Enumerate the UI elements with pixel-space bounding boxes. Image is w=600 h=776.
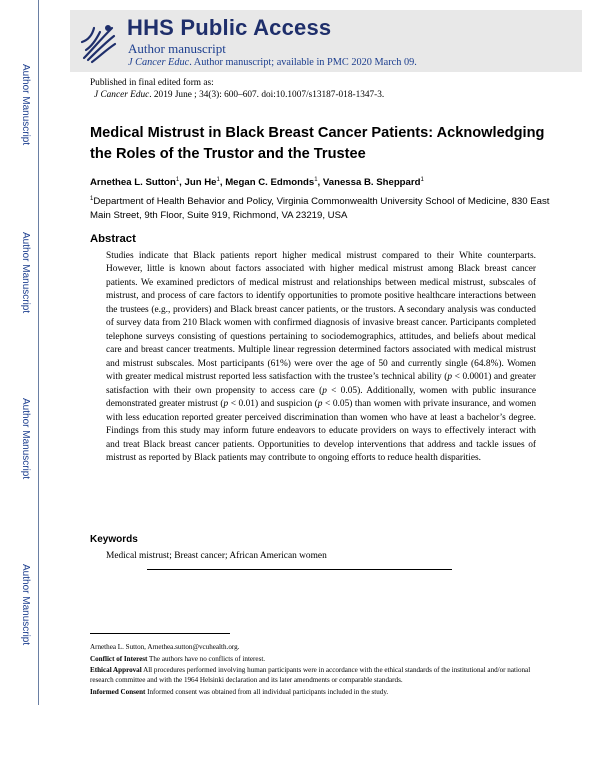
affiliation [90,193,560,222]
abstract-text: < 0.0001) and greater satisfaction with their own propensity to access care ( [106,372,536,396]
citation-line [90,89,384,101]
abstract-stat-symbol: p [317,399,323,410]
citation-text: . 2019 June ; 34(3): 600–607. doi:10.1007/s13187-018-1347-3. [149,90,385,100]
sidebar-label: Author Manuscript [20,64,31,146]
publication-note [90,77,384,101]
abstract-text: Studies indicate that Black patients report higher medical mistrust compared to their White counterparts. However, little is known about factors associated with higher medical mistrust among Black breast cancer patients. We examined predictors of medical mistrust and relationships between medical mistrust, subscales of mistrust, and process of care factors to identify opportunities to promote positive healthcare interactions between the trustees (e.g., providers) and Black breast cancer patients, or the trustors. A secondary analysis was conducted of survey data from 210 Black women with confirmed diagnosis of invasive breast cancer. Participants completed telephone surveys consisting of questions pertaining to sociodemographics, attitudes, and beliefs about medical care and breast cancer treatments. Multiple linear regression determined factors associated with medical mistrust and mistrust subscales. Most participants (61%) were over the age of 50 and currently single (64.8%). Women with greater medical mistrust reported less satisfaction with the trustee’s technical ability ( [106,251,536,383]
article-title: Medical Mistrust in Black Breast Cancer Patients: Acknowledging the Roles of the Trustor and the Trustee [90,125,545,162]
footnote-ethics [90,665,540,685]
sidebar-label: Author Manuscript [20,398,31,480]
affiliation-text: Department of Health Behavior and Policy, Virginia Commonwealth University School of Medicine, 830 East Main Street, 9th Floor, Suite 919, Richmond, VA 23219, USA [90,196,550,221]
footnote-consent [90,687,540,697]
keywords-list: Medical mistrust; Breast cancer; African American women [106,551,327,561]
author-name: Vanessa B. Sheppard [322,177,421,189]
footnote-text: All procedures performed involving human participants were in accordance with the ethical standards of the institutional and/or national research committee and with the 1964 Helsinki declaration and its later amendments or comparable standards. [90,666,531,684]
abstract-text: < 0.01) and suspicion ( [228,399,318,410]
abstract-stat-symbol: p [447,372,453,383]
keywords-heading: Keywords [90,534,138,545]
footnotes [90,642,540,698]
availability-line [128,57,417,68]
abstract-stat-symbol: p [223,399,229,410]
hhs-title: HHS Public Access [127,15,332,40]
citation-journal: J Cancer Educ [94,90,150,100]
author-affiliation-marker: 1 [175,177,180,183]
abstract-body [106,250,536,466]
footnote-label: Ethical Approval [90,666,142,674]
footnote-label: Conflict of Interest [90,654,148,663]
journal-name: J Cancer Educ [128,57,190,68]
author-list: Arnethea L. Sutton$^1$, Jun He$^1$, Megan C. Edmonds$^1$, Vanessa B. Sheppard$^1$ [90,177,424,189]
author-name: Jun He [184,177,217,189]
affiliation-marker: 1 [90,196,94,202]
section-divider [147,569,452,570]
sidebar-divider [38,0,39,705]
author-name: Megan C. Edmonds [225,177,315,189]
abstract-text: < 0.05) than women with private insurance, and women with less education reported greater perceived discrimination than women who have at least a bachelor’s degree. Findings from this study may inform future endeavors to educate providers on ways to effectively interact with and treat Black breast cancer patients. Opportunities to develop interventions that address and tackle issues of mistrust as reported by Black patients may contribute to ongoing efforts to reduce health disparities. [106,399,537,464]
footnote-text: The authors have no conflicts of interest. [147,654,266,663]
author-affiliation-marker: 1 [420,177,424,183]
author-affiliation-marker: 1 [216,177,220,183]
abstract-text: < 0.05). Additionally, women with public insurance demonstrated greater mistrust ( [106,385,536,410]
footnote-text: Informed consent was obtained from all individual participants included in the study. [145,687,389,696]
abstract-heading: Abstract [90,233,136,245]
footnote-divider [90,633,230,634]
publication-note-label: Published in final edited form as: [90,78,214,88]
sidebar-label: Author Manuscript [20,232,31,314]
footnote-contact: Arnethea L. Sutton, Arnethea.sutton@vcuhealth.org. [90,643,240,651]
sidebar-label: Author Manuscript [20,564,31,646]
availability-text: . Author manuscript; available in PMC 2020 March 09. [189,57,417,68]
footnote-conflict [90,654,540,664]
author-name: Arnethea L. Sutton [90,177,176,189]
author-affiliation-marker: 1 [314,177,318,183]
abstract-stat-symbol: p [322,385,327,396]
hhs-eagle-logo-icon [78,20,118,66]
footnote-label: Informed Consent [90,687,146,696]
manuscript-label: Author manuscript [128,41,226,56]
